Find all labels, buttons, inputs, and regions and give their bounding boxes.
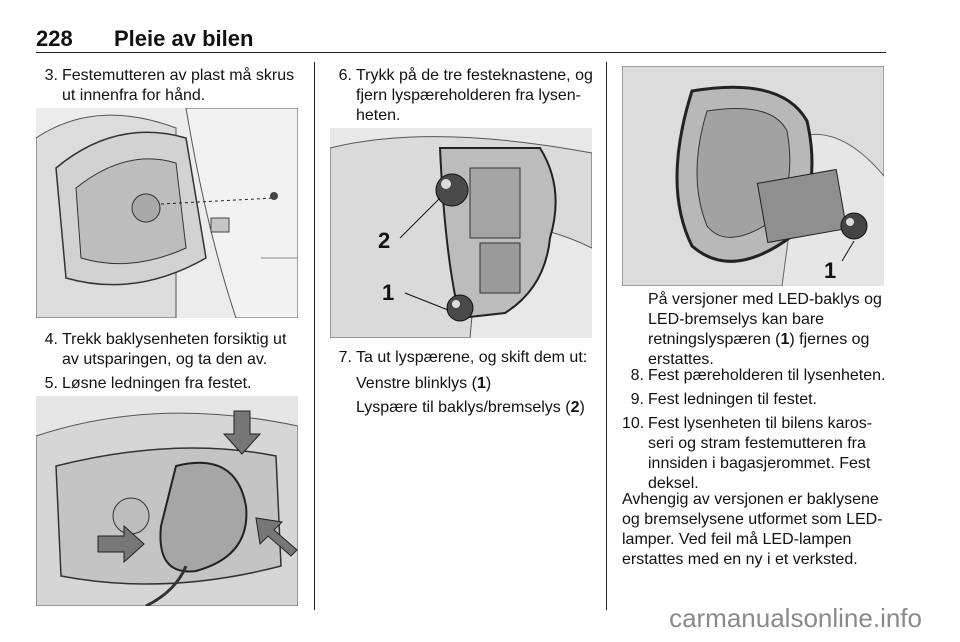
paragraph-line: erstattes med en ny i et verksted. (622, 551, 858, 568)
step-number: 4. (44, 331, 58, 348)
step-text-line: innsiden i bagasjerommet. Fest (648, 455, 871, 472)
note-text: retningslyspæren ( (648, 331, 781, 348)
sub-item-tail-brake (356, 398, 602, 418)
note-line: På versjoner med LED-baklys og (648, 291, 882, 308)
step-number: 9. (630, 391, 644, 408)
sub-item-text: ) (485, 375, 492, 392)
note-line (648, 330, 888, 350)
sub-item-text: Lyspære til baklys/bremselys ( (356, 399, 571, 416)
sub-item-text: Venstre blinklys ( (356, 375, 477, 392)
step-number: 8. (630, 367, 644, 384)
figure-bulb-holder (330, 128, 592, 338)
step-text-line: Ta ut lyspærene, og skift dem ut: (356, 349, 588, 366)
led-note (648, 290, 888, 370)
step-number: 3. (44, 67, 58, 84)
figure-wire-release (36, 396, 298, 606)
watermark: carmanualsonline.info (669, 603, 922, 633)
sub-item-text: ) (579, 399, 585, 416)
figure-nut-removal (36, 108, 298, 318)
step-text-line: Festemutteren av plast må skrus (62, 67, 295, 84)
paragraph-line: og bremselysene utformet som LED- (622, 511, 883, 528)
page-header (36, 24, 886, 53)
step-text-line: Trykk på de tre festeknastene, og (356, 67, 593, 84)
step-text-line: heten. (356, 107, 401, 124)
step-number: 7. (338, 349, 352, 366)
step-text-line: deksel. (648, 475, 699, 492)
step-text-line: seri og stram festemutteren fra (648, 435, 866, 452)
column-divider (606, 62, 607, 610)
step-text-line: Trekk baklysenheten forsiktig ut (62, 331, 287, 348)
note-line: erstattes. (648, 351, 714, 368)
callout-1: 1 (382, 280, 395, 305)
step-text-line: Fest lysenheten til bilens karos- (648, 415, 873, 432)
column-divider (314, 62, 315, 610)
step-text-line: av utsparingen, og ta den av. (62, 351, 268, 368)
note-ref: 1 (780, 331, 790, 348)
callout-1: 1 (824, 258, 837, 283)
sub-item-indicator (356, 374, 602, 394)
paragraph-line: lamper. Ved feil må LED-lampen (622, 531, 852, 548)
callout-2: 2 (378, 228, 391, 253)
sub-item-ref: 2 (570, 399, 580, 416)
sub-item-ref: 1 (476, 375, 486, 392)
step-number: 6. (338, 67, 352, 84)
final-paragraph (622, 490, 892, 570)
step-number: 5. (44, 375, 58, 392)
step-number: 10. (622, 415, 645, 432)
step-text-line: Løsne ledningen fra festet. (62, 375, 252, 392)
figure-led-unit (622, 66, 884, 286)
step-text-line: Fest ledningen til festet. (648, 391, 817, 408)
step-text-line: fjern lyspæreholderen fra lysen- (356, 87, 581, 104)
step-text-line: Fest pæreholderen til lysenheten. (648, 367, 886, 384)
paragraph-line: Avhengig av versjonen er baklysene (622, 491, 879, 508)
note-line: LED-bremselys kan bare (648, 311, 825, 328)
chapter-title: Pleie av bilen (114, 26, 254, 51)
note-text: ) fjernes og (789, 331, 870, 348)
step-text-line: ut innenfra for hånd. (62, 87, 206, 104)
page-number: 228 (36, 26, 73, 51)
